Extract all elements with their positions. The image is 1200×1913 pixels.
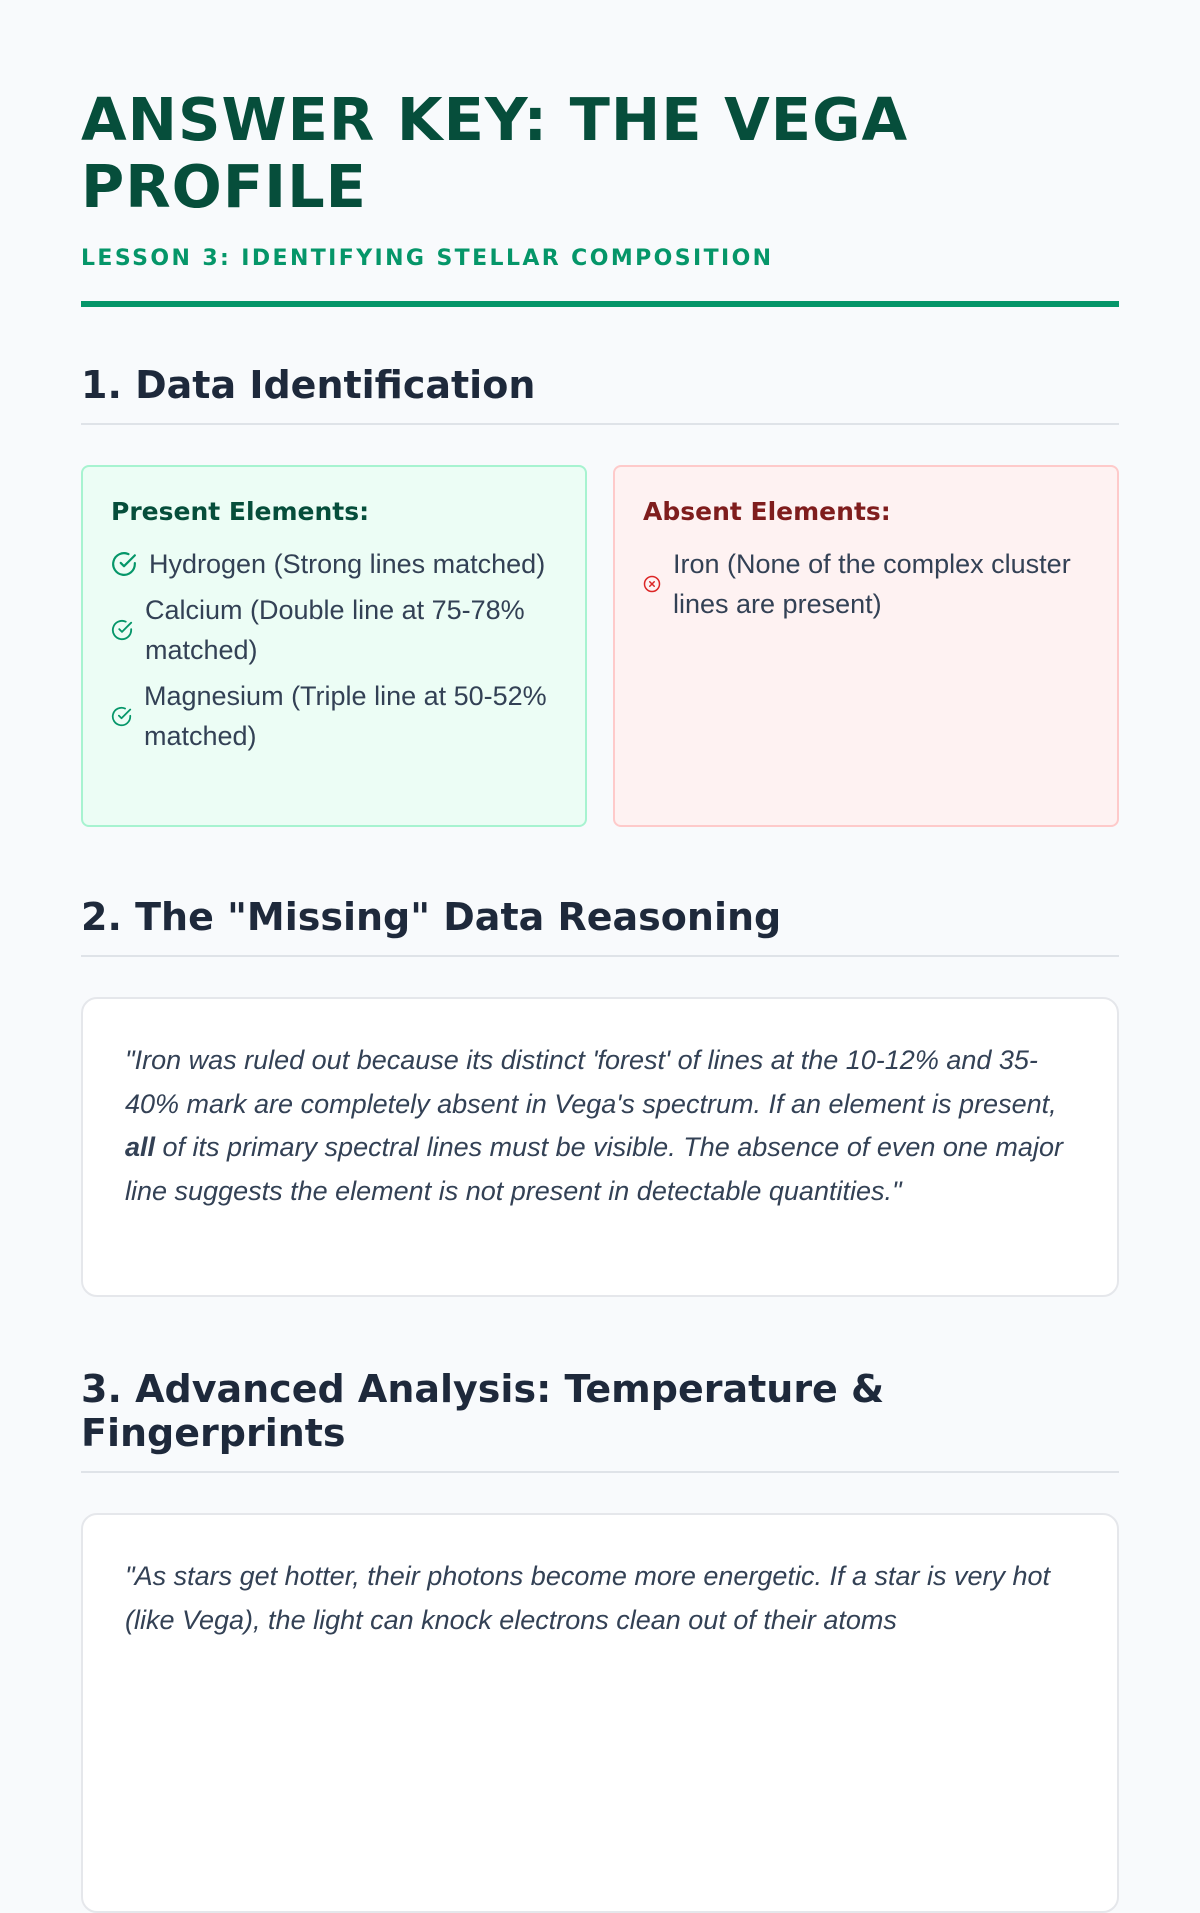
section-heading-missing-data: 2. The "Missing" Data Reasoning	[81, 895, 1119, 957]
absent-elements-card	[613, 465, 1119, 827]
absent-elements-title: Absent Elements:	[643, 497, 891, 526]
quote-text-start: "Iron was ruled out because its distinct 'forest' of lines at the 10-12% and 35-40% mark are completely absent in Vega's spectrum. If an element is present,	[125, 1045, 1057, 1119]
check-circle-icon	[111, 619, 133, 641]
check-circle-icon	[111, 551, 137, 577]
list-item	[111, 544, 557, 584]
check-circle-icon	[111, 706, 132, 727]
reasoning-quote-card	[81, 997, 1119, 1297]
list-item	[643, 544, 1089, 624]
element-cards	[81, 465, 1119, 827]
present-elements-title: Present Elements:	[111, 497, 370, 526]
absent-element-text: Iron (None of the complex cluster lines are present)	[673, 549, 1071, 619]
analysis-quote: "As stars get hotter, their photons become more energetic. If a star is very hot (like Vega), the light can knock electrons clean out of their atoms	[125, 1561, 1051, 1635]
quote-emphasis: all	[125, 1132, 156, 1162]
present-element-text: Calcium (Double line at 75-78% matched)	[145, 595, 525, 665]
x-circle-icon	[643, 575, 661, 593]
lesson-subtitle: LESSON 3: IDENTIFYING STELLAR COMPOSITION	[81, 246, 774, 271]
page-title: ANSWER KEY: THE VEGA PROFILE	[81, 85, 909, 221]
present-element-text: Magnesium (Triple line at 50-52% matched)	[144, 681, 547, 751]
section-heading-advanced-analysis: 3. Advanced Analysis: Temperature & Fingerprints	[81, 1367, 1119, 1473]
present-element-text: Hydrogen (Strong lines matched)	[149, 549, 546, 579]
section-heading-data-identification: 1. Data Identification	[81, 363, 1119, 425]
list-item	[111, 676, 557, 756]
title-divider	[81, 301, 1119, 307]
present-elements-card	[81, 465, 587, 827]
reasoning-quote	[125, 1039, 1075, 1213]
quote-text-end: of its primary spectral lines must be visible. The absence of even one major line suggests the element is not present in detectable quantities."	[125, 1132, 1063, 1206]
analysis-quote-card	[81, 1513, 1119, 1913]
list-item	[111, 590, 557, 670]
